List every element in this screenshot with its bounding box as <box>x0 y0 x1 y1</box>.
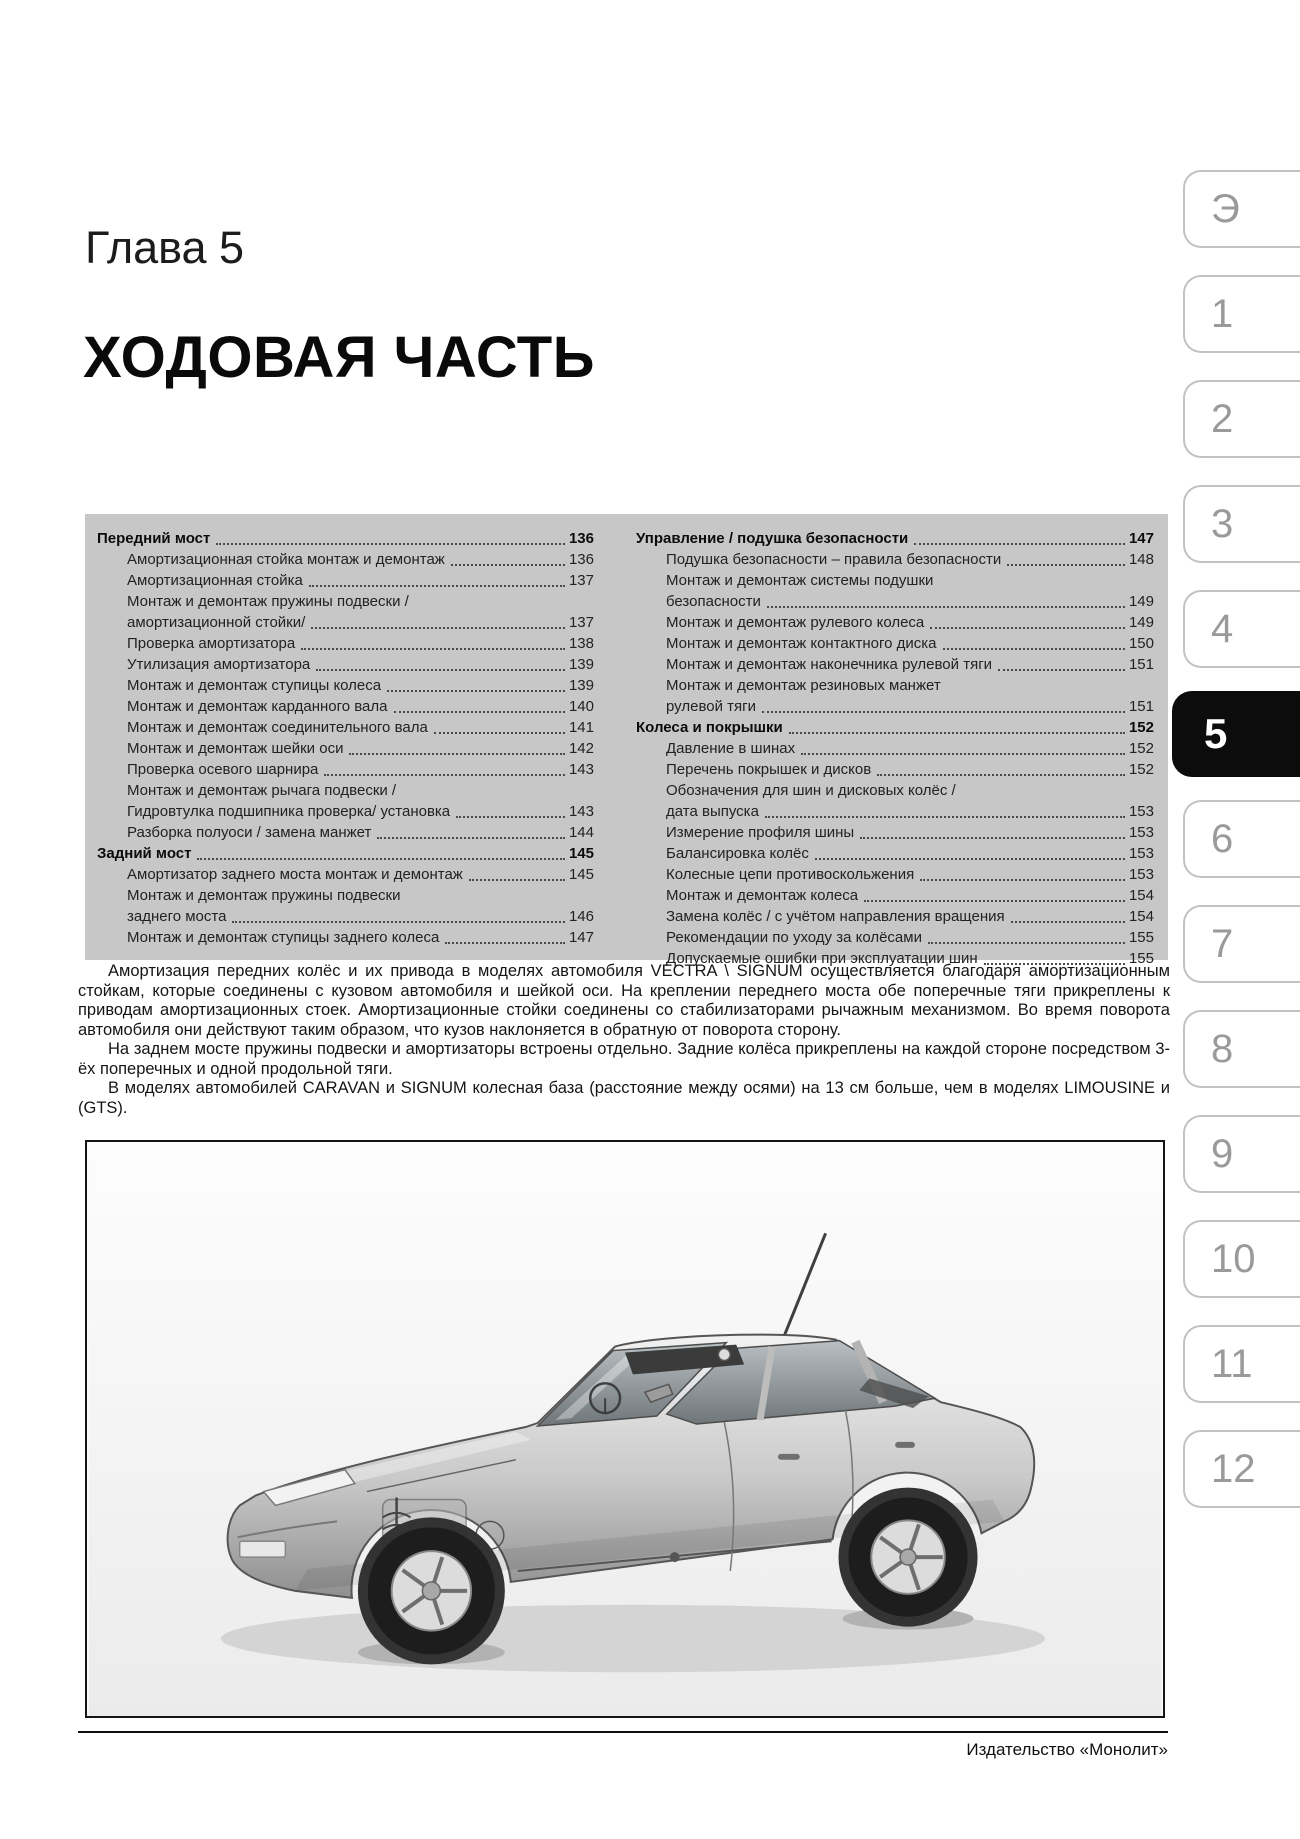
toc-page-number: 144 <box>568 824 594 841</box>
toc-entry-label: заднего моста <box>127 908 227 925</box>
toc-page-number: 153 <box>1128 845 1154 862</box>
toc-entry-label: безопасности <box>666 593 761 610</box>
toc-page-number: 154 <box>1128 887 1154 904</box>
toc-line <box>97 633 594 654</box>
toc-page-number: 149 <box>1128 593 1154 610</box>
toc-page-number: 154 <box>1128 908 1154 925</box>
toc-page-number: 152 <box>1128 740 1154 757</box>
toc-line <box>636 696 1154 717</box>
toc-line <box>97 738 594 759</box>
toc-page-number: 149 <box>1128 614 1154 631</box>
toc-leader-dots <box>930 627 1125 629</box>
toc-page-number: 147 <box>568 929 594 946</box>
toc-entry-label: Рекомендации по уходу за колёсами <box>666 929 922 946</box>
toc-page-number: 153 <box>1128 824 1154 841</box>
toc-entry-label: дата выпуска <box>666 803 759 820</box>
toc-leader-dots <box>767 606 1125 608</box>
car-cutaway-illustration <box>87 1142 1163 1716</box>
toc-page-number: 151 <box>1128 656 1154 673</box>
chapter-tab-10[interactable] <box>1183 1220 1300 1298</box>
car-figure-frame <box>85 1140 1165 1718</box>
toc-leader-dots <box>197 858 564 860</box>
toc-leader-dots <box>789 732 1125 734</box>
chapter-tab-4[interactable] <box>1183 590 1300 668</box>
toc-line <box>636 780 1154 801</box>
chapter-tab-label: 11 <box>1211 1341 1253 1386</box>
toc-line <box>636 654 1154 675</box>
toc-entry-label: Монтаж и демонтаж ступицы колеса <box>127 677 382 694</box>
toc-leader-dots <box>1011 921 1125 923</box>
toc-entry-label: Гидровтулка подшипника проверка/ установка <box>127 803 451 820</box>
toc-entry-label: Монтаж и демонтаж системы подушки <box>666 572 934 589</box>
chapter-tab-label: 12 <box>1211 1446 1256 1491</box>
toc-entry-label: Колесные цепи противоскольжения <box>666 866 915 883</box>
chapter-tab-label: 1 <box>1211 291 1234 336</box>
toc-line <box>636 612 1154 633</box>
toc-entry-label: Перечень покрышек и дисков <box>666 761 872 778</box>
toc-leader-dots <box>301 648 565 650</box>
toc-page-number: 136 <box>568 551 594 568</box>
toc-line <box>97 591 594 612</box>
toc-entry-label: Монтаж и демонтаж колеса <box>666 887 859 904</box>
toc-leader-dots <box>394 711 565 713</box>
toc-page-number: 142 <box>568 740 594 757</box>
publisher-footer: Издательство «Монолит» <box>966 1740 1168 1759</box>
chapter-tab-label: 9 <box>1211 1131 1234 1176</box>
toc-line <box>636 528 1154 549</box>
chapter-label: Глава 5 <box>85 222 245 273</box>
toc-leader-dots <box>765 816 1125 818</box>
toc-line <box>97 528 594 549</box>
toc-page-number: 143 <box>568 761 594 778</box>
toc-leader-dots <box>324 774 565 776</box>
toc-entry-label: Допускаемые ошибки при эксплуатации шин <box>666 950 978 967</box>
toc-page-number: 155 <box>1128 929 1154 946</box>
toc-entry-label: Амортизационная стойка <box>127 572 303 589</box>
toc-line <box>636 570 1154 591</box>
toc-entry-label: Монтаж и демонтаж наконечника рулевой тяги <box>666 656 993 673</box>
chapter-tab-label: 4 <box>1211 606 1234 651</box>
toc-leader-dots <box>469 879 565 881</box>
toc-entry-label: Замена колёс / с учётом направления вращения <box>666 908 1005 925</box>
toc-entry-label: амортизационной стойки/ <box>127 614 306 631</box>
toc-column-right <box>636 528 1154 967</box>
chapter-tab-3[interactable] <box>1183 485 1300 563</box>
chapter-tab-1[interactable] <box>1183 275 1300 353</box>
chapter-tab-label: 8 <box>1211 1026 1234 1071</box>
footer-rule <box>78 1731 1168 1733</box>
toc-line <box>97 612 594 633</box>
chapter-tab-12[interactable] <box>1183 1430 1300 1508</box>
toc-line <box>636 927 1154 948</box>
toc-page-number: 145 <box>568 866 594 883</box>
chapter-tab-8[interactable] <box>1183 1010 1300 1088</box>
chapter-tab-Э[interactable] <box>1183 170 1300 248</box>
toc-column-left <box>97 528 594 960</box>
chapter-tab-label: 6 <box>1211 816 1234 861</box>
toc-page-number: 155 <box>1128 950 1154 967</box>
body-paragraph: На заднем мосте пружины подвески и амортизаторы встроены отдельно. Задние колёса прикреплены на каждой стороне посредством 3-ёх поперечных и одной продольной тяги. <box>78 1040 1170 1078</box>
toc-line <box>97 864 594 885</box>
toc-leader-dots <box>232 921 565 923</box>
toc-entry-label: Амортизационная стойка монтаж и демонтаж <box>127 551 445 568</box>
toc-leader-dots <box>316 669 565 671</box>
toc-entry-label: Монтаж и демонтаж контактного диска <box>666 635 937 652</box>
toc-entry-label: Монтаж и демонтаж ступицы заднего колеса <box>127 929 440 946</box>
toc-line <box>636 717 1154 738</box>
toc-leader-dots <box>451 564 565 566</box>
toc-line <box>636 885 1154 906</box>
toc-line <box>636 738 1154 759</box>
toc-entry-label: Амортизатор заднего моста монтаж и демонтаж <box>127 866 463 883</box>
toc-entry-label: Разборка полуоси / замена манжет <box>127 824 372 841</box>
toc-page-number: 145 <box>568 845 594 862</box>
toc-line <box>97 696 594 717</box>
toc-entry-label: рулевой тяги <box>666 698 756 715</box>
toc-page-number: 139 <box>568 677 594 694</box>
toc-line <box>636 801 1154 822</box>
toc-entry-label: Монтаж и демонтаж рычага подвески / <box>127 782 397 799</box>
toc-line <box>636 633 1154 654</box>
toc-leader-dots <box>998 669 1125 671</box>
toc-entry-label: Измерение профиля шины <box>666 824 855 841</box>
toc-line <box>97 675 594 696</box>
toc-line <box>636 906 1154 927</box>
toc-line <box>97 801 594 822</box>
toc-leader-dots <box>311 627 565 629</box>
toc-page-number: 141 <box>568 719 594 736</box>
toc-page-number: 146 <box>568 908 594 925</box>
toc-entry-label: Проверка амортизатора <box>127 635 296 652</box>
toc-line <box>97 654 594 675</box>
chapter-tab-label: 3 <box>1211 501 1234 546</box>
chapter-tab-label: 10 <box>1211 1236 1256 1281</box>
toc-line <box>97 549 594 570</box>
body-paragraph: Амортизация передних колёс и их привода в моделях автомобиля VECTRA \ SIGNUM осуществляется благодаря амортизационным стойкам, которые соединены с кузовом автомобиля и шейкой оси. На креплении переднего моста обе поперечные тяги прикреплены к приводам амортизационных стоек. Амортизационные стойки соединены со стабилизаторами рычажным механизмом. Во время поворота автомобиля они действуют таким образом, что кузов наклоняется в обратную от поворота сторону. <box>78 962 1170 1039</box>
toc-leader-dots <box>877 774 1125 776</box>
toc-page-number: 139 <box>568 656 594 673</box>
toc-entry-label: Монтаж и демонтаж соединительного вала <box>127 719 428 736</box>
toc-leader-dots <box>914 543 1125 545</box>
toc-line <box>97 717 594 738</box>
toc-entry-label: Монтаж и демонтаж рулевого колеса <box>666 614 925 631</box>
toc-entry-label: Проверка осевого шарнира <box>127 761 319 778</box>
chapter-tab-7[interactable] <box>1183 905 1300 983</box>
toc-line <box>97 843 594 864</box>
toc-leader-dots <box>387 690 565 692</box>
toc-leader-dots <box>860 837 1125 839</box>
toc-entry-label: Передний мост <box>97 530 211 547</box>
toc-leader-dots <box>815 858 1125 860</box>
toc-page-number: 152 <box>1128 761 1154 778</box>
chapter-tab-label: 5 <box>1204 710 1228 757</box>
toc-line <box>97 906 594 927</box>
toc-page-number: 151 <box>1128 698 1154 715</box>
page-title: ХОДОВАЯ ЧАСТЬ <box>83 325 595 390</box>
toc-leader-dots <box>1007 564 1125 566</box>
toc-entry-label: Монтаж и демонтаж карданного вала <box>127 698 388 715</box>
toc-entry-label: Монтаж и демонтаж резиновых манжет <box>666 677 941 694</box>
toc-leader-dots <box>445 942 565 944</box>
chapter-tab-label: 7 <box>1211 921 1234 966</box>
toc-entry-label: Колеса и покрышки <box>636 719 783 736</box>
toc-entry-label: Балансировка колёс <box>666 845 809 862</box>
toc-page-number: 153 <box>1128 866 1154 883</box>
toc-leader-dots <box>309 585 565 587</box>
toc-line <box>636 843 1154 864</box>
toc-page-number: 148 <box>1128 551 1154 568</box>
toc-leader-dots <box>928 942 1125 944</box>
toc-line <box>97 885 594 906</box>
toc-entry-label: Подушка безопасности – правила безопасности <box>666 551 1002 568</box>
toc-leader-dots <box>349 753 565 755</box>
toc-entry-label: Задний мост <box>97 845 192 862</box>
toc-page-number: 153 <box>1128 803 1154 820</box>
toc-page-number: 147 <box>1128 530 1154 547</box>
toc-page-number: 143 <box>568 803 594 820</box>
chapter-tab-2[interactable] <box>1183 380 1300 458</box>
toc-line <box>97 759 594 780</box>
toc-leader-dots <box>216 543 565 545</box>
toc-leader-dots <box>920 879 1125 881</box>
body-paragraph: В моделях автомобилей CARAVAN и SIGNUM колесная база (расстояние между осями) на 13 см больше, чем в моделях LIMOUSINE и (GTS). <box>78 1079 1170 1117</box>
toc-leader-dots <box>434 732 565 734</box>
toc-page-number: 150 <box>1128 635 1154 652</box>
table-of-contents <box>85 514 1168 967</box>
toc-line <box>636 591 1154 612</box>
toc-leader-dots <box>943 648 1125 650</box>
toc-leader-dots <box>762 711 1125 713</box>
toc-line <box>636 759 1154 780</box>
toc-page-number: 140 <box>568 698 594 715</box>
toc-leader-dots <box>801 753 1125 755</box>
chapter-tab-6[interactable] <box>1183 800 1300 878</box>
toc-entry-label: Управление / подушка безопасности <box>636 530 909 547</box>
toc-entry-label: Обозначения для шин и дисковых колёс / <box>666 782 956 799</box>
toc-leader-dots <box>864 900 1125 902</box>
chapter-tab-label: Э <box>1211 186 1240 231</box>
toc-page-number: 137 <box>568 572 594 589</box>
toc-entry-label: Давление в шинах <box>666 740 796 757</box>
toc-leader-dots <box>456 816 565 818</box>
toc-line <box>636 675 1154 696</box>
toc-line <box>97 927 594 948</box>
toc-line <box>636 864 1154 885</box>
chapter-tab-5[interactable] <box>1172 691 1300 777</box>
toc-page-number: 138 <box>568 635 594 652</box>
toc-leader-dots <box>377 837 565 839</box>
toc-line <box>97 570 594 591</box>
toc-line <box>97 822 594 843</box>
toc-entry-label: Монтаж и демонтаж пружины подвески <box>127 887 401 904</box>
toc-page-number: 137 <box>568 614 594 631</box>
chapter-tab-label: 2 <box>1211 396 1234 441</box>
toc-entry-label: Утилизация амортизатора <box>127 656 311 673</box>
toc-line <box>636 822 1154 843</box>
toc-page-number: 152 <box>1128 719 1154 736</box>
toc-entry-label: Монтаж и демонтаж шейки оси <box>127 740 344 757</box>
toc-line <box>97 780 594 801</box>
chapter-tab-9[interactable] <box>1183 1115 1300 1193</box>
toc-line <box>636 549 1154 570</box>
chapter-tab-11[interactable] <box>1183 1325 1300 1403</box>
toc-page-number: 136 <box>568 530 594 547</box>
toc-entry-label: Монтаж и демонтаж пружины подвески / <box>127 593 409 610</box>
body-paragraphs <box>78 962 1170 1118</box>
